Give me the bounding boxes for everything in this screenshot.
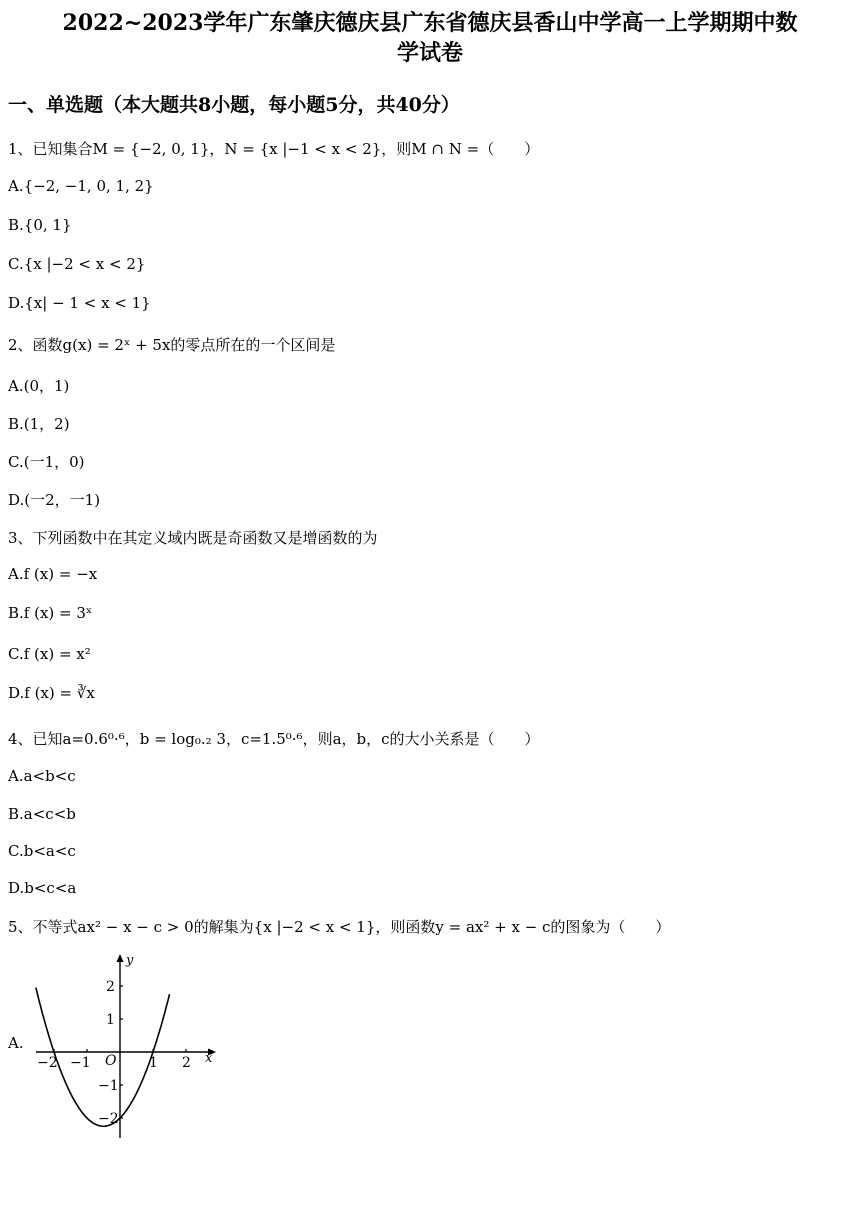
x-tick-label: −2: [37, 1055, 58, 1071]
parabola-graph: [22, 952, 222, 1142]
option-3d: D.f (x) = ∛x: [8, 684, 95, 702]
question-2: 2、函数g(x) = 2ˣ + 5x的零点所在的一个区间是: [8, 336, 336, 354]
y-axis-label: y: [126, 953, 134, 968]
x-tick-label: −1: [70, 1055, 91, 1071]
option-4c: C.b<a<c: [8, 842, 76, 860]
question-5: 5、不等式ax² − x − c > 0的解集为{x |−2 < x < 1}，则函数y = ax² + x − c的图象为（ ）: [8, 918, 671, 936]
option-1b: B.{0, 1}: [8, 216, 72, 234]
option-1d: D.{x| − 1 < x < 1}: [8, 294, 151, 312]
option-2b: B.(1，2): [8, 415, 70, 433]
exam-title-line-1: 2022~2023学年广东肇庆德庆县广东省德庆县香山中学高一上学期期中数: [62, 10, 798, 36]
x-tick-label: 1: [149, 1055, 158, 1071]
option-3b: B.f (x) = 3ˣ: [8, 604, 93, 622]
x-axis-label: x: [205, 1051, 213, 1066]
option-4d: D.b<c<a: [8, 879, 77, 897]
option-4b: B.a<c<b: [8, 805, 76, 823]
option-2c: C.(一1，0): [8, 453, 85, 471]
option-1a: A.{−2, −1, 0, 1, 2}: [8, 177, 154, 195]
y-tick-label: −1: [98, 1078, 119, 1094]
x-tick-label: 2: [182, 1055, 191, 1071]
exam-title: [0, 8, 860, 68]
option-2a: A.(0，1): [8, 377, 70, 395]
exam-title-line-2: 学试卷: [396, 40, 463, 66]
option-3a: A.f (x) = −x: [8, 565, 98, 583]
y-tick-label: −2: [98, 1111, 119, 1127]
y-axis-arrow: [117, 954, 124, 962]
option-3c: C.f (x) = x²: [8, 645, 91, 663]
option-1c: C.{x |−2 < x < 2}: [8, 255, 146, 273]
section-heading: 一、单选题（本大题共8小题，每小题5分，共40分）: [8, 94, 460, 116]
origin-label: O: [105, 1053, 117, 1069]
question-1: 1、已知集合M = {−2, 0, 1}，N = {x |−1 < x < 2}，则M ∩ N =（ ）: [8, 140, 540, 158]
y-tick-label: 1: [106, 1012, 115, 1028]
y-tick-label: 2: [106, 979, 115, 995]
question-4: 4、已知a=0.6⁰·⁶，b = log₀.₂ 3，c=1.5⁰·⁶，则a，b，c的大小关系是（ ）: [8, 730, 540, 748]
question-3: 3、下列函数中在其定义域内既是奇函数又是增函数的为: [8, 529, 378, 547]
option-5a-label: A.: [8, 1034, 24, 1052]
option-4a: A.a<b<c: [8, 767, 76, 785]
option-2d: D.(一2，一1): [8, 491, 101, 509]
